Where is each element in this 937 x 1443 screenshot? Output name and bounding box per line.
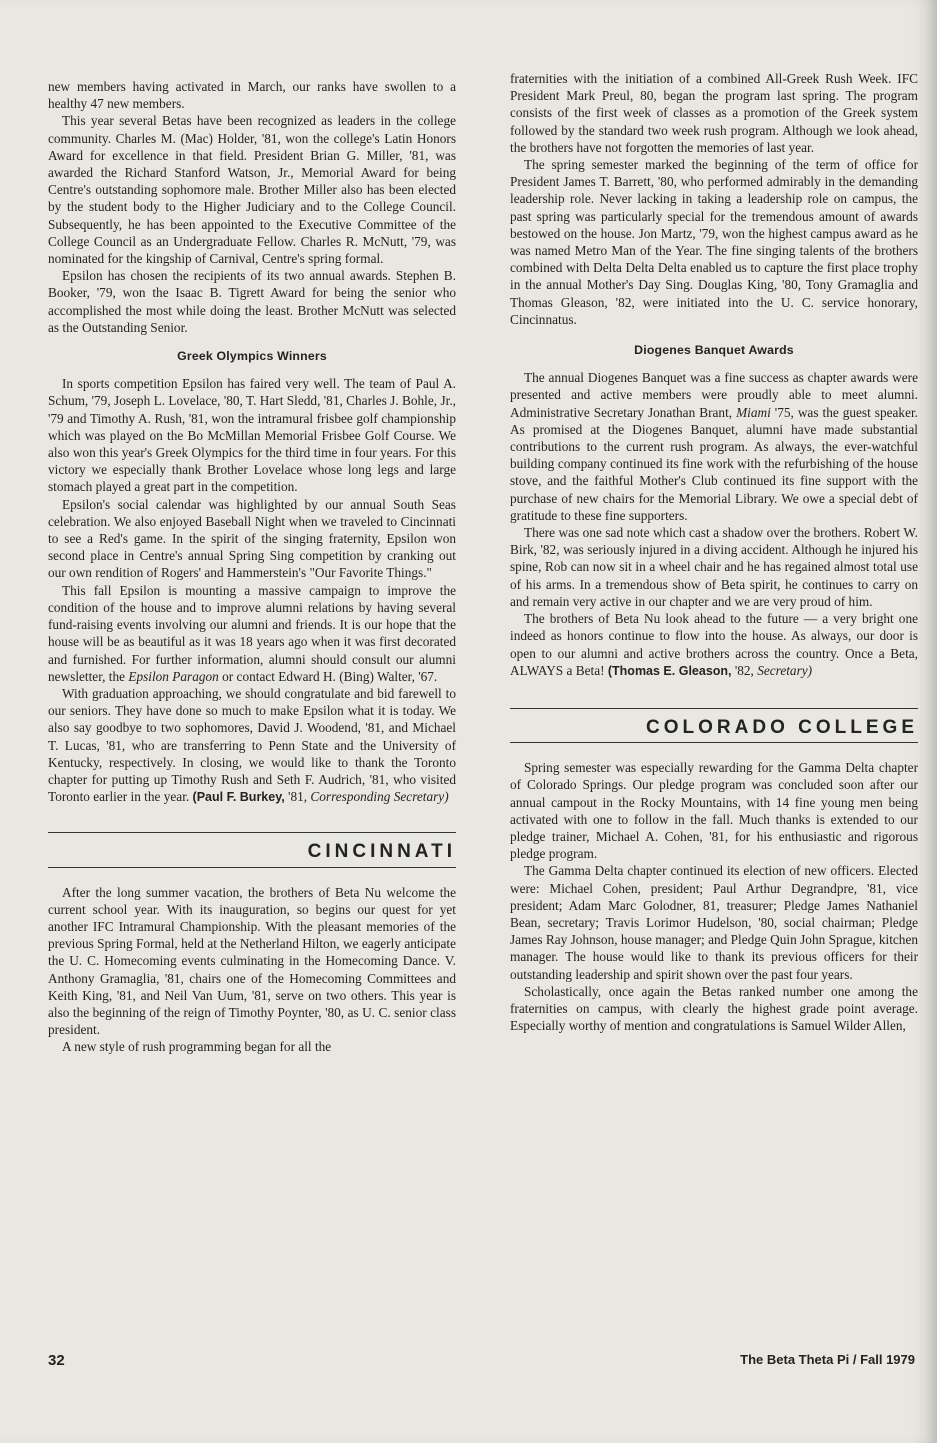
paragraph: This year several Betas have been recognized as leaders in the college community. Charles M. (Mac) Holder, '81, won the college's Latin Honors Award for excellence in that field. President Brian G. Miller, '81, was awarded the Richard Stanford Watson, Jr., Memorial Award for being Centre's outstanding sophomore male. Brother Miller also has been elected by the student body to the Higher Judiciary and to the College Council. Subsequently, he has been appointed to the Executive Committee of the College Council as an Undergraduate Fellow. Charles R. McNutt, '79, was nominated for the kingship of Carnival, Centre's spring formal.	[48, 113, 456, 267]
author-title: Corresponding Secretary)	[310, 789, 449, 805]
paragraph: There was one sad note which cast a shadow over the brothers. Robert W. Birk, '82, was seriously injured in a diving accident. Although he injured his spine, Rob can now sit in a wheel chair and he has regained almost total use of his arms. In a tremendous show of Beta spirit, he continues to carry on and remain very active in our chapter and we are very proud of him.	[510, 525, 918, 609]
paragraph: fraternities with the initiation of a combined All-Greek Rush Week. IFC President Mark Preul, 80, began the program last spring. The program consists of the first week of classes as a promotion of the Greek system followed by the standard two week rush program. Although we look ahead, the brothers have not forgotten the memories of last year.	[510, 71, 918, 155]
author-name: (Paul F. Burkey,	[192, 790, 285, 805]
paragraph-text: The annual Diogenes Banquet was a fine success as chapter awards were presented and active members were proudly able to meet alumni. Administrative Secretary Jonathan Brant,	[510, 370, 918, 420]
divider	[510, 742, 918, 743]
page-number: 32	[48, 1352, 65, 1369]
paragraph: Epsilon has chosen the recipients of its two annual awards. Stephen B. Booker, '79, won the Isaac B. Tigrett Award for being the senior who accomplished the most while doing the least. Brother McNutt was selected as the Outstanding Senior.	[48, 268, 456, 335]
school-name: Miami	[736, 404, 771, 420]
author-title: Secretary)	[757, 662, 813, 678]
paragraph: Spring semester was especially rewarding for the Gamma Delta chapter of Colorado Springs. Our pledge program was concluded soon after our annual campout in the Rocky Mountains, with 14 fine young men being activated with one to follow in the fall. Much thanks is extended to our pledge trainer, Michael A. Cohen, '81, for his enthusiastic and rigorous pledge program.	[510, 760, 918, 862]
author-year: '82,	[731, 662, 758, 678]
paragraph	[48, 582, 456, 685]
newsletter-name: Epsilon Paragon	[128, 668, 219, 684]
section-title: CINCINNATI	[307, 841, 456, 863]
subhead-greek-olympics: Greek Olympics Winners	[177, 349, 327, 364]
paragraph-text: With graduation approaching, we should congratulate and bid farewell to our seniors. They have done so much to make Epsilon what it is today. We also say goodbye to two sophomores, David J. Woodend, '81, and Michael T. Lucas, '81, who are transferring to Penn State and the University of Kentucky, respectively. In closing, we would like to thank the Toronto chapter for putting up Timothy Rush and Seth F. Audrich, '81, who visited Toronto earlier in the year.	[48, 685, 456, 805]
paragraph: After the long summer vacation, the brothers of Beta Nu welcome the current school year. With its inauguration, so begins our quest for yet another IFC Intramural Championship. With the pleasant memories of the previous Spring Formal, held at the Netherland Hilton, we eagerly anticipate the U. C. Homecoming events culminating in the Homecoming Dance. V. Anthony Gramaglia, '81, chairs one of the Homecoming Committees and Keith King, '81, and Neil Van Uum, '81, serve on two others. This year is also the beginning of the reign of Timothy Poynter, '80, as U. C. senior class president.	[48, 884, 456, 1038]
section-header-colorado	[510, 708, 918, 743]
paragraph: Epsilon's social calendar was highlighted by our annual South Seas celebration. We also enjoyed Baseball Night when we traveled to Cincinnati to see a Red's game. In the spirit of the singing fraternity, Epsilon won second place in Centre's annual Spring Sing competition by cranking out our own rendition of Rogers' and Hammerstein's "Our Favorite Things."	[48, 496, 456, 581]
paragraph-text: '75, was the guest speaker. As promised at the Diogenes Banquet, alumni have made substantial contributions to the current rush program. As always, the ever-watchful building company continued its fine work with the refurbishing of the house stove, and the faithful Mother's Club continued its fine support with the purchase of new chairs for the Memorial Library. We owe a special debt of gratitude to these fine supporters.	[510, 404, 918, 523]
paragraph: The Gamma Delta chapter continued its election of new officers. Elected were: Michael Cohen, president; Paul Arthur Degrandpre, '81, vice president; Adam Marc Golodner, 81, treasurer; Pledge James Nathaniel Bean, secretary; Travis Lorimor Hudelson, '80, social chairman; Pledge James Ray Johnson, house manager; and Pledge Quin John Sprague, kitchen manager. The house would like to thank its previous officers for their outstanding leadership and spirit shown over the past four years.	[510, 863, 918, 982]
section-title: COLORADO COLLEGE	[646, 716, 918, 738]
paragraph	[510, 610, 918, 680]
divider	[48, 867, 456, 868]
publication-footer: The Beta Theta Pi / Fall 1979	[740, 1352, 915, 1367]
author-year: '81,	[284, 789, 311, 805]
paragraph-text: or contact Edward H. (Bing) Walter, '67.	[218, 668, 438, 684]
right-column	[510, 70, 918, 1034]
paragraph	[48, 685, 456, 806]
left-column	[48, 78, 456, 1056]
paragraph: new members having activated in March, our ranks have swollen to a healthy 47 new members.	[48, 79, 456, 112]
paragraph-text: The brothers of Beta Nu look ahead to the future — a very bright one indeed as honors continue to flow into the house. As always, our door is open to our alumni and active brothers across the country. Once a Beta, ALWAYS a Beta!	[510, 611, 918, 678]
paragraph	[510, 369, 918, 524]
paragraph: A new style of rush programming began for all the	[62, 1039, 332, 1055]
paragraph: The spring semester marked the beginning of the term of office for President James T. Barrett, '80, who performed admirably in the demanding leadership role. Never lacking in taking a leadership role on campus, the past spring was particularly special for the tremendous amount of awards bestowed on the house. Jon Martz, '79, won the highest campus award as he was named Metro Man of the Year. The fine singing talents of the brothers combined with Delta Delta Delta enabled us to capture the first place trophy in the annual Mother's Day Sing. Douglas King, '80, Tony Gramaglia and Thomas Gleason, '82, were initiated into the U. C. service honorary, Cincinnatus.	[510, 157, 918, 327]
paragraph: In sports competition Epsilon has faired very well. The team of Paul A. Schum, '79, Joseph L. Lovelace, '80, T. Hart Sledd, '81, Charles J. Bohle, Jr., '79 and Timothy A. Rush, '81, won the intramural frisbee golf championship which was played on the Bo McMillan Memorial Frisbee Golf Course. We also won this year's Greek Olympics for the third time in four years. For this victory we especially thank Brother Lovelace whose long legs and large stomach played a great part in the competition.	[48, 376, 456, 495]
subhead-diogenes: Diogenes Banquet Awards	[634, 343, 794, 358]
paragraph-text: This fall Epsilon is mounting a massive campaign to improve the condition of the house and to improve alumni relations by having several fund-raising events involving our alumni and friends. It is our hope that the house will be as beautiful as it was 18 years ago when it was first decorated and furnished. For further information, alumni should consult our alumni newsletter, the	[48, 582, 456, 684]
paragraph: Scholastically, once again the Betas ranked number one among the fraternities on campus, with clearly the highest grade point average. Especially worthy of mention and congratulations is Samuel Wilder Allen,	[510, 983, 918, 1034]
author-name: (Thomas E. Gleason,	[607, 663, 732, 678]
section-header-cincinnati	[48, 832, 456, 867]
